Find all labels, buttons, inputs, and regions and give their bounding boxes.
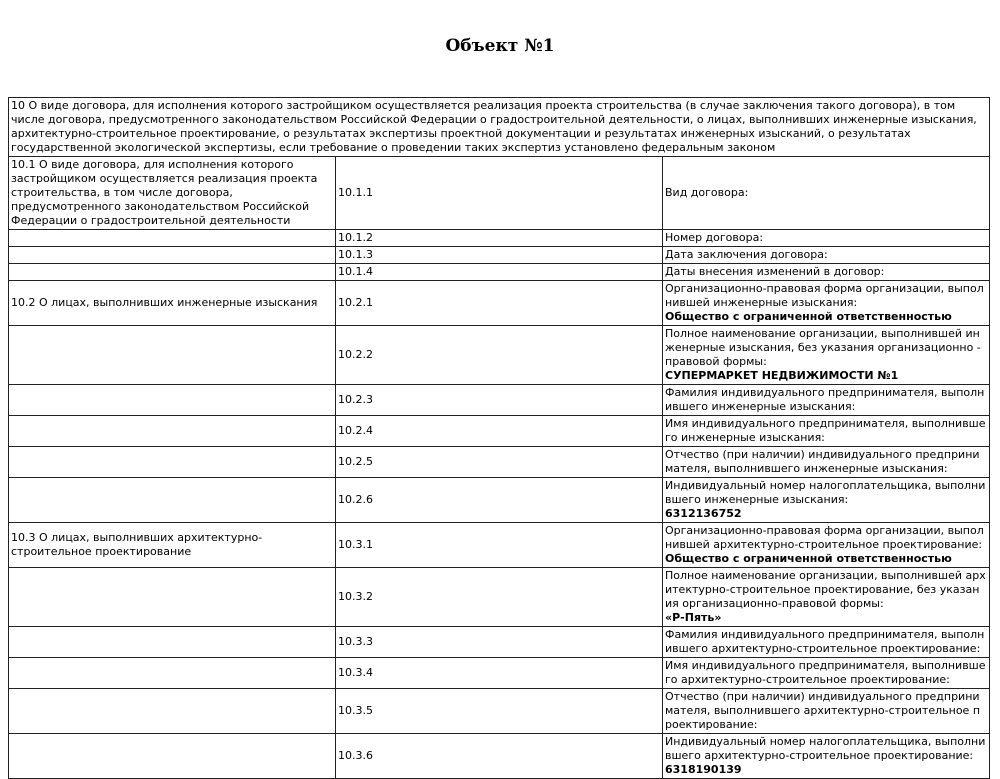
field-cell [663,523,990,568]
field-label: Индивидуальный номер налогоплательщика, выполнившего инженерные изыскания: [665,479,986,506]
field-cell [663,689,990,734]
row-number-cell: 10.2.2 [336,326,663,385]
row-number-cell: 10.1.1 [336,157,663,230]
field-label: Фамилия индивидуального предпринимателя, выполнившего архитектурно-строительное проектирование: [665,628,985,655]
group-cell [9,627,336,658]
table-row [9,568,990,627]
field-cell [663,264,990,281]
field-label: Полное наименование организации, выполнившей архитектурно-строительное проектирование, без указания организационно-правовой формы: [665,569,986,610]
field-value: 6318190139 [665,763,742,776]
table-row [9,281,990,326]
field-label: Отчество (при наличии) индивидуального предпринимателя, выполнившего инженерные изыскания: [665,448,980,475]
group-cell: 10.1 О виде договора, для исполнения которого застройщиком осуществляется реализация проекта строительства, в том числе договора, предусмотренного законодательством Российской Федерации о градостроительной деятельности [9,157,336,230]
row-number-cell: 10.3.4 [336,658,663,689]
declaration-table [8,97,990,779]
field-value: «Р-Пять» [665,611,722,624]
field-label: Имя индивидуального предпринимателя, выполнившего архитектурно-строительное проектирование: [665,659,986,686]
field-cell [663,326,990,385]
field-value: Общество с ограниченной ответственностью [665,552,952,565]
section-10-text: 10 О виде договора, для исполнения которого застройщиком осуществляется реализация проекта строительства (в случае заключения такого договора), в том числе договора, предусмотренного законодательством Российской Федерации о градостроительной деятельности, о лицах, выполнивших инженерные изыскания, архитектурно-строительное проектирование, о результатах экспертизы проектной документации и результатах инженерных изысканий, о результатах государственной экологической экспертизы, если требование о проведении таких экспертиз установлено федеральным законом [9,98,990,157]
row-number-cell: 10.2.1 [336,281,663,326]
field-label: Организационно-правовая форма организации, выполнившей инженерные изыскания: [665,282,984,309]
field-cell [663,157,990,230]
field-label: Дата заключения договора: [665,248,828,261]
group-cell [9,247,336,264]
row-number-cell: 10.1.4 [336,264,663,281]
field-cell [663,416,990,447]
field-value: Общество с ограниченной ответственностью [665,310,952,323]
group-cell [9,385,336,416]
section-10-row [9,98,990,157]
group-cell [9,230,336,247]
field-label: Имя индивидуального предпринимателя, выполнившего инженерные изыскания: [665,417,986,444]
group-cell [9,416,336,447]
document-title: Объект №1 [445,36,555,56]
row-number-cell: 10.1.3 [336,247,663,264]
field-label: Вид договора: [665,186,749,199]
field-cell [663,247,990,264]
table-row [9,326,990,385]
field-cell [663,568,990,627]
field-label: Отчество (при наличии) индивидуального предпринимателя, выполнившего архитектурно-строительное проектирование: [665,690,981,731]
table-row [9,264,990,281]
field-label: Номер договора: [665,231,764,244]
field-cell [663,385,990,416]
field-cell [663,478,990,523]
group-cell [9,658,336,689]
row-number-cell: 10.3.1 [336,523,663,568]
field-cell [663,658,990,689]
group-cell: 10.3 О лицах, выполнивших архитектурно-строительное проектирование [9,523,336,568]
table-row [9,416,990,447]
table-row [9,658,990,689]
group-cell [9,734,336,779]
field-label: Фамилия индивидуального предпринимателя, выполнившего инженерные изыскания: [665,386,985,413]
field-value: 6312136752 [665,507,742,520]
row-number-cell: 10.1.2 [336,230,663,247]
row-number-cell: 10.2.6 [336,478,663,523]
field-value: СУПЕРМАРКЕТ НЕДВИЖИМОСТИ №1 [665,369,899,382]
group-cell [9,447,336,478]
field-label: Организационно-правовая форма организации, выполнившей архитектурно-строительное проектирование: [665,524,984,551]
table-row [9,247,990,264]
row-number-cell: 10.2.4 [336,416,663,447]
row-number-cell: 10.2.3 [336,385,663,416]
field-cell [663,734,990,779]
group-cell [9,689,336,734]
table-row [9,230,990,247]
field-cell [663,230,990,247]
table-row [9,689,990,734]
row-number-cell: 10.3.5 [336,689,663,734]
row-number-cell: 10.3.6 [336,734,663,779]
field-label: Даты внесения изменений в договор: [665,265,885,278]
field-label: Полное наименование организации, выполнившей инженерные изыскания, без указания организационно - правовой формы: [665,327,981,368]
table-row [9,157,990,230]
table-row [9,447,990,478]
field-label: Индивидуальный номер налогоплательщика, выполнившего архитектурно-строительное проектирование: [665,735,986,762]
row-number-cell: 10.3.3 [336,627,663,658]
group-cell: 10.2 О лицах, выполнивших инженерные изыскания [9,281,336,326]
field-cell [663,627,990,658]
group-cell [9,326,336,385]
group-cell [9,264,336,281]
row-number-cell: 10.2.5 [336,447,663,478]
table-row [9,627,990,658]
table-row [9,385,990,416]
field-cell [663,281,990,326]
group-cell [9,568,336,627]
field-cell [663,447,990,478]
group-cell [9,478,336,523]
table-row [9,478,990,523]
table-row [9,523,990,568]
row-number-cell: 10.3.2 [336,568,663,627]
table-row [9,734,990,779]
